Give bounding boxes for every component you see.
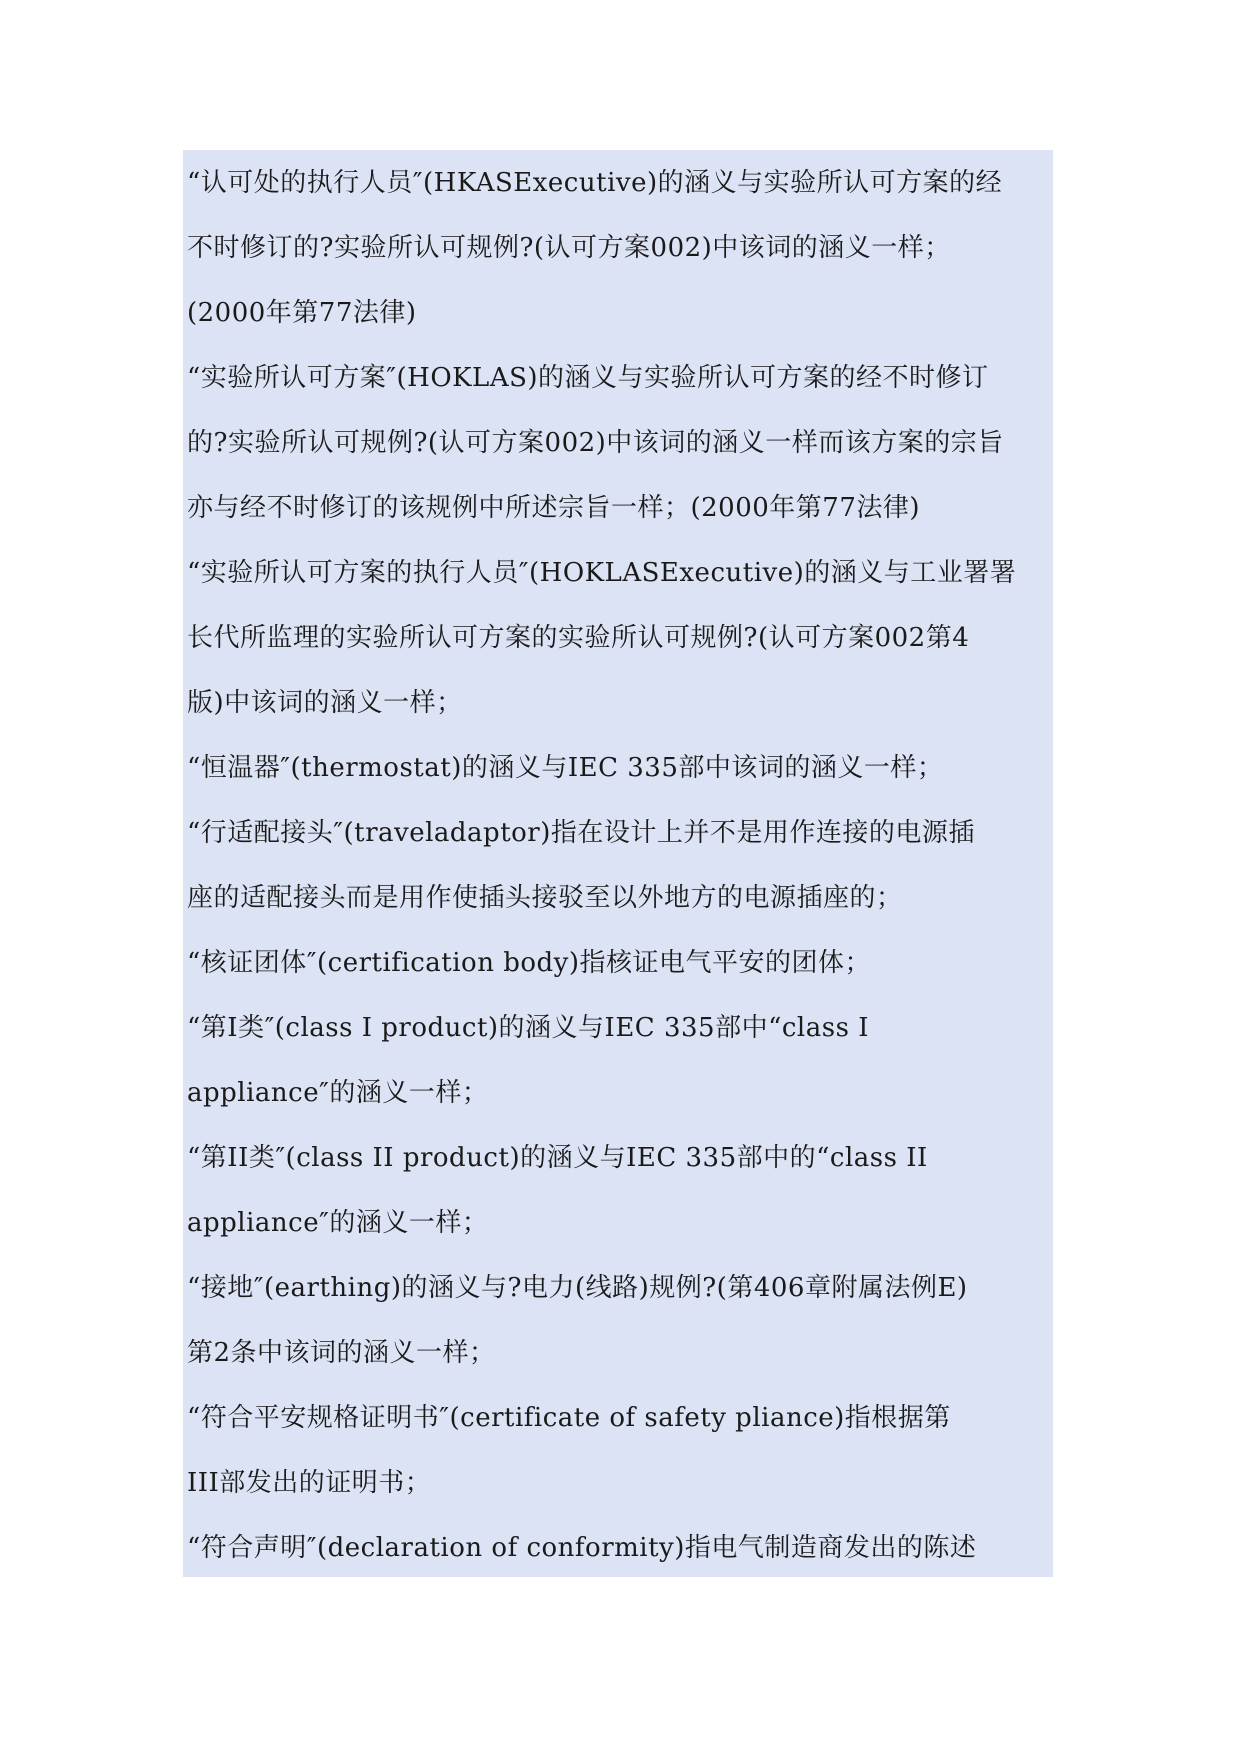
text-line: “核证团体″(certification body)指核证电气平安的团体； [187,948,871,978]
text-line: “第II类″(class II product)的涵义与IEC 335部中的“class II [187,1143,928,1173]
text-line: “符合声明″(declaration of conformity)指电气制造商发出的陈述 [187,1533,977,1563]
text-line: “实验所认可方案″(HOKLAS)的涵义与实验所认可方案的经不时修订 [187,363,989,393]
text-line: 的?实验所认可规例?(认可方案002)中该词的涵义一样而该方案的宗旨 [187,428,1004,458]
text-line: 座的适配接头而是用作使插头接驳至以外地方的电源插座的； [187,883,903,913]
text-line: “第I类″(class I product)的涵义与IEC 335部中“class I [187,1013,869,1043]
text-line: 长代所监理的实验所认可方案的实验所认可规例?(认可方案002第4 [187,623,970,653]
text-line: “接地″(earthing)的涵义与?电力(线路)规例?(第406章附属法例E) [187,1273,968,1303]
text-line: “认可处的执行人员″(HKASExecutive)的涵义与实验所认可方案的经 [187,168,1003,198]
text-line: (2000年第77法律) [187,298,417,328]
text-line: “行适配接头″(traveladaptor)指在设计上并不是用作连接的电源插 [187,818,975,848]
text-line: III部发出的证明书； [187,1468,432,1498]
text-line: “恒温器″(thermostat)的涵义与IEC 335部中该词的涵义一样； [187,753,944,783]
text-line: 第2条中该词的涵义一样； [187,1338,496,1368]
text-line: 亦与经不时修订的该规例中所述宗旨一样；(2000年第77法律) [187,493,921,523]
text-line: 不时修订的?实验所认可规例?(认可方案002)中该词的涵义一样； [187,233,951,263]
text-line: appliance″的涵义一样； [187,1208,489,1238]
text-line: “实验所认可方案的执行人员″(HOKLASExecutive)的涵义与工业署署 [187,558,1017,588]
text-line: “符合平安规格证明书″(certificate of safety pliance)指根据第 [187,1403,951,1433]
text-line: 版)中该词的涵义一样； [187,688,463,718]
text-line: appliance″的涵义一样； [187,1078,489,1108]
